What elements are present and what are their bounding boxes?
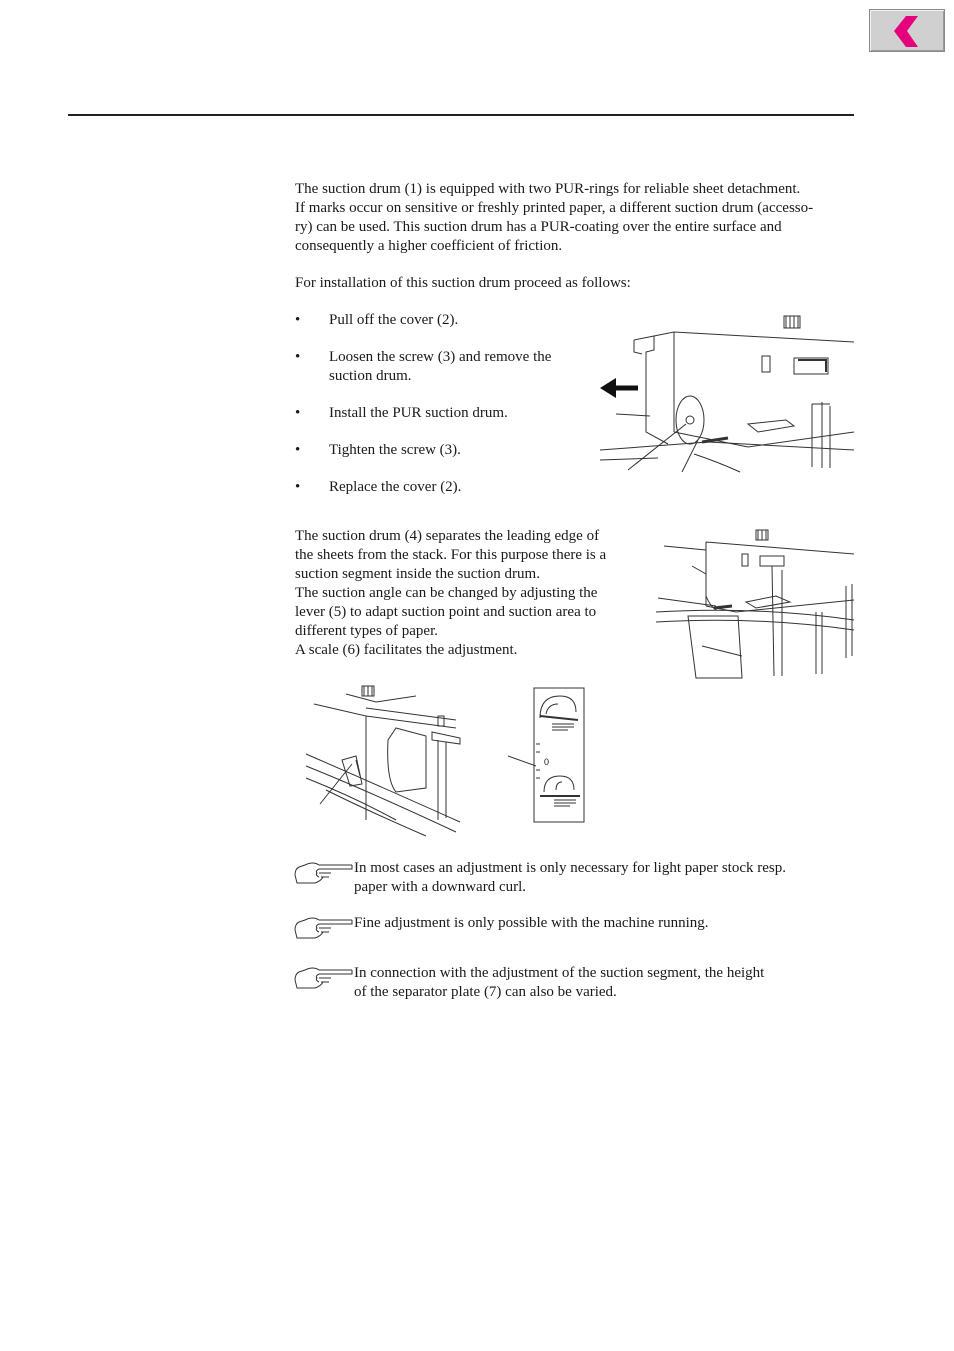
intro-line: consequently a higher coefficient of friction. [295, 238, 563, 254]
note-line: In connection with the adjustment of the suction segment, the height [354, 965, 765, 981]
step-text: Tighten the screw (3). [329, 442, 461, 458]
adjust-line: different types of paper. [295, 623, 439, 639]
note-line: In most cases an adjustment is only necessary for light paper stock resp. [354, 860, 786, 876]
note-line: Fine adjustment is only possible with the machine running. [354, 915, 709, 931]
note-line: paper with a downward curl. [354, 879, 527, 895]
intro-line: The suction drum (1) is equipped with two PUR-rings for reliable sheet detachment. [295, 181, 801, 197]
suction-drum-removal-figure [598, 312, 858, 472]
bullet: • [295, 442, 301, 458]
header-rule [68, 114, 854, 116]
back-button[interactable] [869, 9, 945, 52]
adjust-line: The suction angle can be changed by adjusting the [295, 585, 598, 601]
pointing-hand-icon [295, 914, 353, 940]
suction-drum-figure [656, 526, 856, 686]
scale-figure [504, 686, 594, 826]
step-text: Replace the cover (2). [329, 479, 462, 495]
adjust-line: the sheets from the stack. For this purpose there is a [295, 547, 607, 563]
step-text: Pull off the cover (2). [329, 312, 459, 328]
intro-paragraph [295, 180, 855, 256]
pointing-hand-icon [295, 964, 353, 990]
procedure-text: For installation of this suction drum proceed as follows: [295, 275, 631, 291]
bullet: • [295, 312, 301, 328]
adjust-line: A scale (6) facilitates the adjustment. [295, 642, 518, 658]
lever-figure [306, 680, 466, 840]
adjust-line: suction segment inside the suction drum. [295, 566, 540, 582]
step-text: Loosen the screw (3) and remove the suction drum. [329, 349, 552, 384]
bullet: • [295, 405, 301, 421]
note-line: of the separator plate (7) can also be varied. [354, 984, 617, 1000]
adjust-paragraph [295, 527, 635, 660]
pointing-hand-icon [295, 859, 353, 885]
adjust-line: The suction drum (4) separates the leading edge of [295, 528, 600, 544]
step-text: Install the PUR suction drum. [329, 405, 508, 421]
intro-line: ry) can be used. This suction drum has a PUR-coating over the entire surface and [295, 219, 782, 235]
intro-line: If marks occur on sensitive or freshly printed paper, a different suction drum (accesso- [295, 200, 814, 216]
adjust-line: lever (5) to adapt suction point and suction area to [295, 604, 597, 620]
scale-zero-label: 0 [544, 757, 550, 767]
bullet: • [295, 479, 301, 495]
bullet: • [295, 349, 301, 365]
chevron-left-icon [870, 10, 946, 53]
